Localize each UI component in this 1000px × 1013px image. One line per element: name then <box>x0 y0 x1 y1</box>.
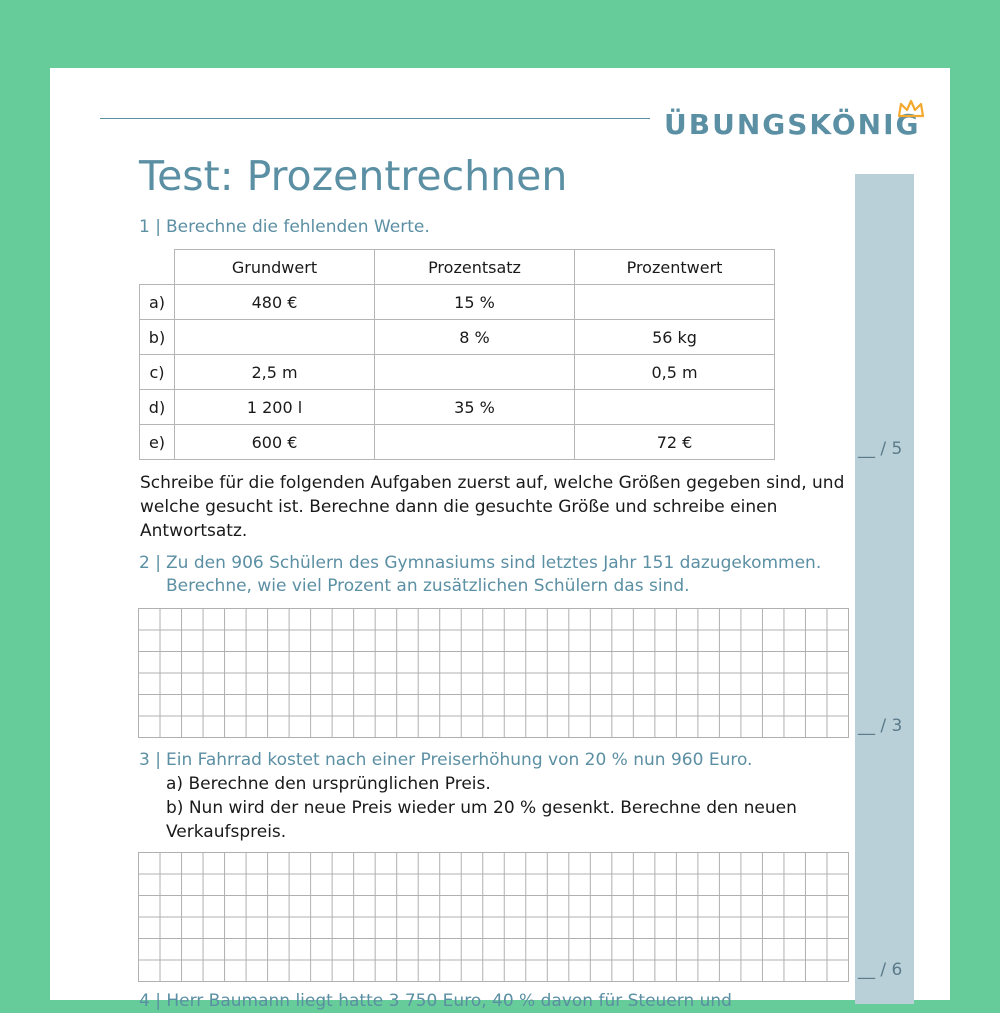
task1-heading <box>139 216 430 239</box>
cell-prozentwert: 72 € <box>575 425 775 460</box>
header-rule <box>100 118 650 119</box>
header-grundwert: Grundwert <box>175 250 375 285</box>
cell-prozentsatz-blank[interactable] <box>375 425 575 460</box>
cell-prozentsatz-blank[interactable] <box>375 355 575 390</box>
cell-prozentwert-blank[interactable] <box>575 285 775 320</box>
row-label: a) <box>140 285 175 320</box>
answer-grid-task2[interactable] <box>138 608 849 738</box>
task2-score: __ / 3 <box>858 716 903 736</box>
task2-number: 2 | <box>139 553 161 573</box>
task2-line1: Zu den 906 Schülern des Gymnasiums sind letztes Jahr 151 dazugekommen. <box>166 553 822 573</box>
cell-grundwert: 480 € <box>175 285 375 320</box>
score-sidebar <box>855 174 914 1004</box>
task1-score: __ / 5 <box>858 439 903 459</box>
task3-part-a: a) Berechne den ursprünglichen Preis. <box>166 774 491 794</box>
task3-heading <box>139 749 839 772</box>
cell-prozentwert: 56 kg <box>575 320 775 355</box>
page-title: Test: Prozentrechnen <box>139 152 568 200</box>
task2-line2: Berechne, wie viel Prozent an zusätzlichen Schülern das sind. <box>166 576 690 596</box>
task4-heading-partial: 4 | Herr Baumann liegt hatte 3 750 Euro, 40 % davon für Steuern und <box>139 991 732 1011</box>
cell-prozentsatz: 15 % <box>375 285 575 320</box>
table-row <box>140 355 775 390</box>
table-corner <box>140 250 175 285</box>
task1-number: 1 | <box>139 217 161 237</box>
cell-prozentwert: 0,5 m <box>575 355 775 390</box>
task3-score: __ / 6 <box>858 960 903 980</box>
cell-grundwert: 1 200 l <box>175 390 375 425</box>
intro-text: Schreibe für die folgenden Aufgaben zuerst auf, welche Größen gegeben sind, und welche gesucht ist. Berechne dann die gesuchte Größe und schreibe einen Antwortsatz. <box>140 473 845 541</box>
row-label: d) <box>140 390 175 425</box>
row-label: c) <box>140 355 175 390</box>
task3-line1: Ein Fahrrad kostet nach einer Preiserhöhung von 20 % nun 960 Euro. <box>166 750 753 770</box>
header-prozentwert: Prozentwert <box>575 250 775 285</box>
cell-prozentsatz: 8 % <box>375 320 575 355</box>
table-row <box>140 285 775 320</box>
task1-instruction: Berechne die fehlenden Werte. <box>166 217 430 237</box>
crown-icon <box>898 100 924 118</box>
task3-part-b: b) Nun wird der neue Preis wieder um 20 % gesenkt. Berechne den neuen Verkaufspreis. <box>166 798 797 842</box>
task3-number: 3 | <box>139 750 161 770</box>
percent-table <box>139 249 775 460</box>
header-prozentsatz: Prozentsatz <box>375 250 575 285</box>
worksheet-page <box>50 68 950 1011</box>
table-row <box>140 425 775 460</box>
row-label: b) <box>140 320 175 355</box>
task2-heading <box>139 552 839 598</box>
brand-logo: ÜBUNGSKÖNIG <box>664 108 921 141</box>
cell-grundwert: 2,5 m <box>175 355 375 390</box>
cell-prozentsatz: 35 % <box>375 390 575 425</box>
table-header-row <box>140 250 775 285</box>
table-row <box>140 320 775 355</box>
answer-grid-task3[interactable] <box>138 852 849 982</box>
table-row <box>140 390 775 425</box>
cell-grundwert-blank[interactable] <box>175 320 375 355</box>
row-label: e) <box>140 425 175 460</box>
cell-prozentwert-blank[interactable] <box>575 390 775 425</box>
cell-grundwert: 600 € <box>175 425 375 460</box>
